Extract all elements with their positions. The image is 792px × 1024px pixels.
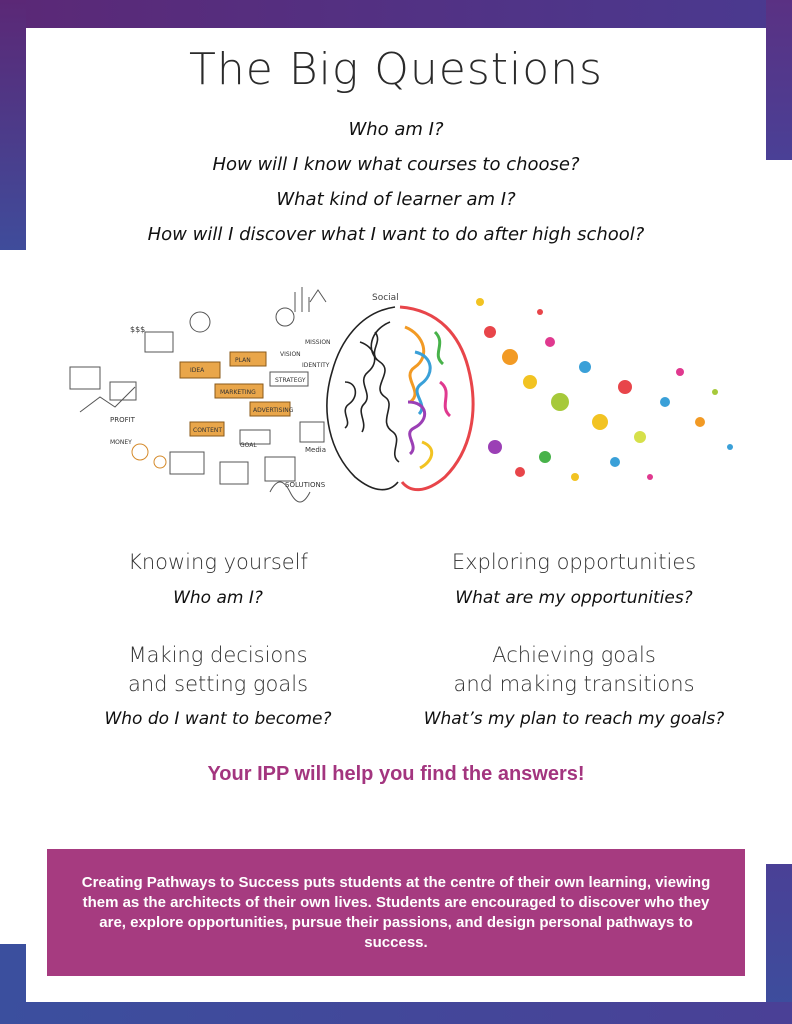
info-box [47,849,745,976]
info-box-text: Creating Pathways to Success puts students at the centre of their own learning, viewing them as the architects of their own lives. Students are encouraged to discover who they are, explore opportunities, pursue their passions, and design personal pathways to success. [81,873,711,951]
sketch-doodles [70,287,326,502]
question-4: How will I discover what I want to do after high school? [147,224,645,245]
illustration-label-media: Media [305,446,327,454]
call-to-action: Your IPP will help you find the answers! [207,763,585,785]
illustration-label-plan: PLAN [235,357,251,364]
section-knowing-yourself-question: Who am I? [173,588,263,608]
section-achieving-title-1: Achieving goals [492,643,656,667]
illustration-label-marketing: MARKETING [220,389,256,396]
frame-bottom [0,1002,792,1024]
section-achieving-question: What’s my plan to reach my goals? [423,709,725,729]
page-title: The Big Questions [189,44,603,95]
frame-bottom-right [766,864,792,1024]
frame-top [0,0,792,28]
illustration-label-solutions: SOLUTIONS [285,481,326,489]
question-3: What kind of learner am I? [276,189,516,210]
illustration-label-profit: PROFIT [110,416,135,424]
brain-right-color [400,307,473,490]
illustration-label-social: Social [372,293,399,303]
question-2: How will I know what courses to choose? [212,154,580,175]
section-decisions-title-1: Making decisions [128,643,308,667]
section-exploring-question: What are my opportunities? [455,588,693,608]
question-1: Who am I? [348,119,444,140]
section-decisions-title-2: and setting goals [127,672,309,696]
section-exploring-title: Exploring opportunities [451,550,697,574]
illustration-label-strategy: STRATEGY [275,377,306,384]
brain-illustration [40,272,752,524]
section-decisions-question: Who do I want to become? [104,709,332,729]
illustration-label-dollars: $$$ [130,325,146,334]
illustration-label-vision: VISION [280,351,301,358]
color-splatter [476,298,733,481]
illustration-label-content: CONTENT [193,427,223,434]
illustration-label-money: MONEY [110,439,132,446]
illustration-label-identity: IDENTITY [302,362,330,369]
illustration-label-mission: MISSION [305,339,331,346]
illustration-label-idea: IDEA [190,367,205,374]
brain-left-sketch [327,307,399,490]
section-achieving-title-2: and making transitions [453,672,695,696]
illustration-label-advertising: ADVERTISING [253,407,294,414]
illustration-label-goal: GOAL [240,442,257,449]
section-knowing-yourself-title: Knowing yourself [128,550,308,574]
